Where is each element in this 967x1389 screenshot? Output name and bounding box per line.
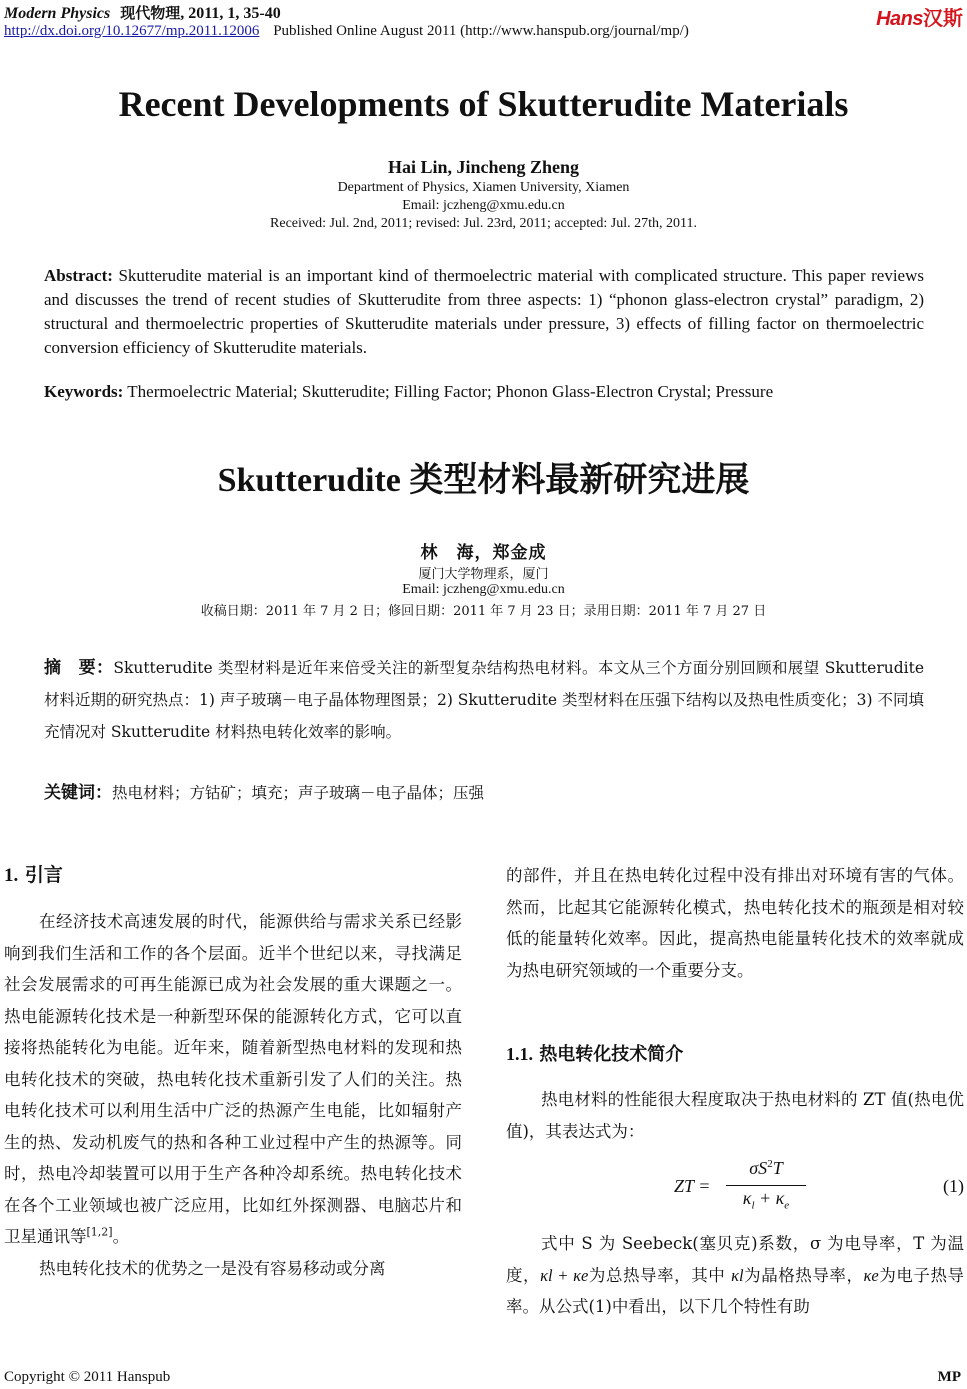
journal-header	[4, 2, 281, 23]
hanspub-logo	[876, 2, 963, 31]
equation-numerator: $\sigma S^2T$	[749, 1158, 783, 1178]
paragraph-1	[4, 906, 462, 1253]
doi-link[interactable]: http://dx.doi.org/10.12677/mp.2011.12006	[4, 23, 260, 39]
section-1-1-number: 1.1.	[506, 1044, 533, 1064]
abstract-text: Skutterudite material is an important kind of thermoelectric material with complicated structure. This paper reviews and discusses the trend of recent studies of Skutterudite from three aspects: 1) “phonon glass-electron crystal” paradigm, 2) structural and thermoelectric properties of Skutterudite materials under pressure, 3) effects of filling factor on thermoelectric conversion efficiency of Skutterudite materials.	[44, 266, 924, 357]
paragraph-1-end: 。	[112, 1227, 130, 1246]
abstract-cn-label: 摘 要：	[44, 658, 114, 678]
journal-name: Modern Physics	[4, 5, 111, 22]
paragraph-4-a: 式中 S 为 Seebeck(塞贝克)系数，σ 为电导率，T 为温度，	[506, 1234, 964, 1285]
paragraph-2-continued: 的部件，并且在热电转化过程中没有排出对环境有害的气体。然而，比起其它能源转化模式，热电转化技术的瓶颈是相对较低的能量转化效率。因此，提高热电能量转化技术的效率就成为热电研究领域的一个重要分支。	[506, 866, 964, 980]
keywords-cn-text: 热电材料；方钴矿；填充；声子玻璃－电子晶体；压强	[112, 784, 485, 802]
paragraph-2-start: 热电转化技术的优势之一是没有容易移动或分离	[39, 1258, 386, 1278]
equation-zt	[506, 1158, 966, 1218]
abstract-label: Abstract:	[44, 266, 113, 285]
citation[interactable]: [1,2]	[86, 1225, 113, 1239]
publication-line	[4, 23, 689, 40]
authors-en: Hai Lin, Jincheng Zheng	[387, 157, 580, 177]
paragraph-1-text: 在经济技术高速发展的时代，能源供给与需求关系已经影响到我们生活和工作的各个层面。近半个世纪以来，寻找满足社会发展需求的可再生能源已成为社会发展的重大课题之一。热电能源转化技术是一种新型环保的能源转化方式，它可以直接将热能转化为电能。近年来，随着新型热电材料的发现和热电转化技术的突破，热电转化技术重新引发了人们的关注。热电转化技术可以利用生活中广泛的热源产生电能，比如辐射产生的热、发动机废气的热和各种工业过程中产生的热源等。同时，热电冷却装置可以用于生产各种冷却系统。热电转化技术在各个工业领域也被广泛应用，比如红外探测器、电脑芯片和卫星通讯等	[4, 912, 462, 1246]
logo-text-cn: 汉斯	[923, 6, 963, 30]
paragraph-4-c: 为总热导率，其中	[588, 1265, 732, 1285]
abstract-en	[44, 264, 924, 360]
keywords-en	[44, 380, 924, 404]
email-en: Email: jczheng@xmu.edu.cn	[402, 198, 565, 213]
logo-text-en: Hans	[876, 8, 923, 30]
affiliation-cn: 厦门大学物理系，厦门	[418, 567, 549, 582]
equation-number: (1)	[943, 1176, 964, 1196]
keywords-text: Thermoelectric Material; Skutterudite; Filling Factor; Phonon Glass-Electron Crystal; Pressure	[123, 382, 774, 401]
published-online: Published Online August 2011 (http://www.hanspub.org/journal/mp/)	[273, 23, 689, 39]
kappa-sum: κl + κe	[540, 1265, 589, 1285]
paragraph-4-e: 为晶格热导率，	[743, 1265, 864, 1285]
paper-title-en: Recent Developments of Skutterudite Materials	[118, 84, 849, 124]
kappa-e: κe	[863, 1265, 879, 1285]
dates-cn: 收稿日期：2011 年 7 月 2 日；修回日期：2011 年 7 月 23 日；录用日期：2011 年 7 月 27 日	[200, 604, 767, 619]
journal-issue: , 2011, 1, 35-40	[180, 5, 281, 22]
section-1-number: 1.	[4, 865, 19, 886]
affiliation-en: Department of Physics, Xiamen University, Xiamen	[337, 180, 630, 195]
copyright: Copyright © 2011 Hanspub	[4, 1369, 171, 1385]
dates-en: Received: Jul. 2nd, 2011; revised: Jul. 23rd, 2011; accepted: Jul. 27th, 2011.	[270, 216, 697, 231]
kappa-l: κl	[731, 1265, 744, 1285]
journal-name-cn: 现代物理	[120, 4, 181, 22]
paper-title-cn: Skutterudite 类型材料最新研究进展	[217, 462, 750, 499]
authors-cn: 林 海，郑金成	[420, 543, 547, 563]
equation-denominator: $\kappa_l + \kappa_e$	[742, 1188, 790, 1212]
keywords-cn-label: 关键词：	[44, 783, 112, 803]
paragraph-4	[506, 1228, 964, 1323]
abstract-cn	[44, 652, 924, 748]
section-1-heading	[4, 860, 63, 887]
keywords-cn	[44, 777, 924, 809]
paragraph-3: 热电材料的性能很大程度取决于热电材料的 ZT 值(热电优值)，其表达式为：	[506, 1090, 964, 1141]
fraction-bar	[726, 1185, 806, 1186]
section-1-title: 引言	[24, 864, 63, 886]
abstract-cn-text: Skutterudite 类型材料是近年来倍受关注的新型复杂结构热电材料。本文从三个方面分别回顾和展望 Skutterudite 材料近期的研究热点：1) 声子玻璃－电子晶体物理图景；2) Skutterudite 类型材料在压强下结构以及热电性质变化；3) 不同填充情况对 Skutterudite 材料热电转化效率的影响。	[44, 659, 925, 741]
section-1-1-heading	[506, 1040, 683, 1066]
paragraph-intro	[4, 906, 462, 1284]
journal-abbreviation: MP	[937, 1369, 961, 1385]
section-1-1-title: 热电转化技术简介	[539, 1044, 684, 1065]
keywords-label: Keywords:	[44, 382, 124, 401]
paragraph-4-g: 为电子热导率。从公式(1)中看出，以下几个特性有助	[506, 1265, 965, 1316]
equation-lhs: ZT =	[674, 1176, 711, 1196]
email-cn: Email: jczheng@xmu.edu.cn	[402, 582, 565, 597]
